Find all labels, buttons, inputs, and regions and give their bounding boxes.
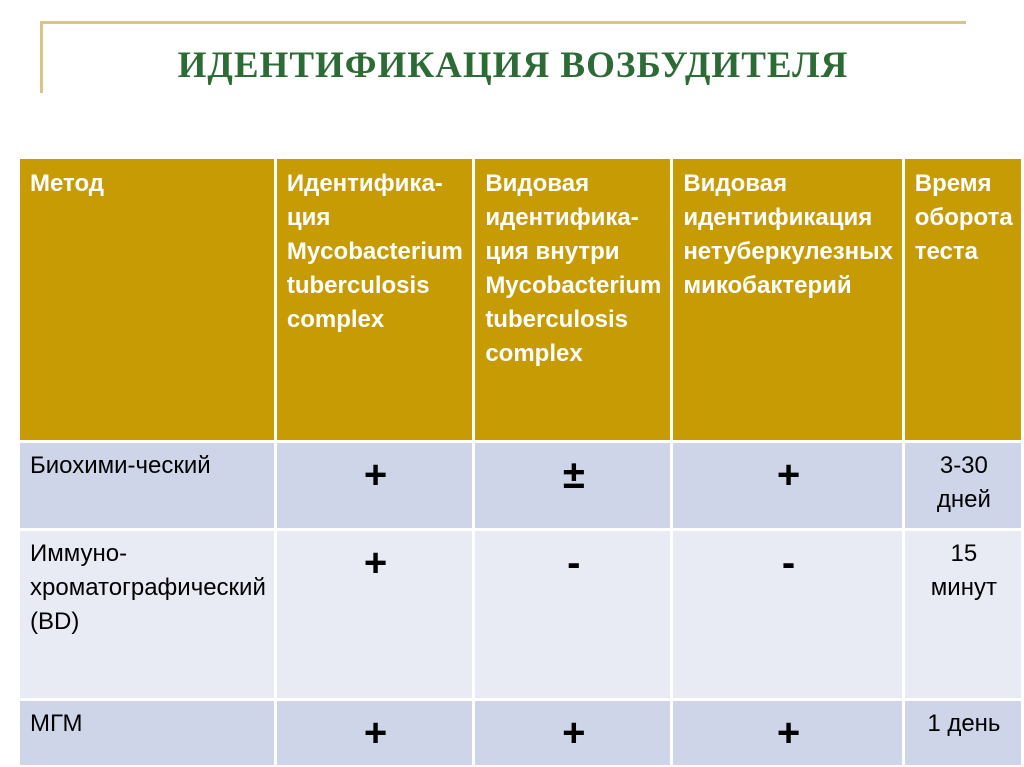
header-mtb-complex: Идентифика-ция Mycobacterium tuberculosis complex <box>275 158 473 442</box>
cell-ntm-species: + <box>672 442 903 530</box>
table-row <box>19 700 1023 767</box>
header-turnaround: Время оборота теста <box>903 158 1022 442</box>
cell-species-within-complex: ± <box>474 442 672 530</box>
cell-mtb-complex: + <box>275 530 473 700</box>
table-header-row <box>19 158 1023 442</box>
slide-title: ИДЕНТИФИКАЦИЯ ВОЗБУДИТЕЛЯ <box>177 45 849 86</box>
cell-ntm-species: + <box>672 700 903 767</box>
header-species-within-complex: Видовая идентифика-ция внутри Mycobacterium tuberculosis complex <box>474 158 672 442</box>
cell-turnaround: 1 день <box>903 700 1022 767</box>
cell-species-within-complex: + <box>474 700 672 767</box>
cell-method: Биохими-ческий <box>19 442 276 530</box>
cell-method: МГМ <box>19 700 276 767</box>
cell-species-within-complex: - <box>474 530 672 700</box>
header-ntm-species: Видовая идентификация нетуберкулезных микобактерий <box>672 158 903 442</box>
table-row <box>19 530 1023 700</box>
cell-turnaround: 3-30 дней <box>903 442 1022 530</box>
header-method: Метод <box>19 158 276 442</box>
cell-ntm-species: - <box>672 530 903 700</box>
cell-mtb-complex: + <box>275 442 473 530</box>
decorative-top-line <box>40 21 966 24</box>
cell-turnaround: 15 минут <box>903 530 1022 700</box>
table-row <box>19 442 1023 530</box>
cell-mtb-complex: + <box>275 700 473 767</box>
identification-table <box>17 156 1024 767</box>
cell-method: Иммуно-хроматографический (BD) <box>19 530 276 700</box>
